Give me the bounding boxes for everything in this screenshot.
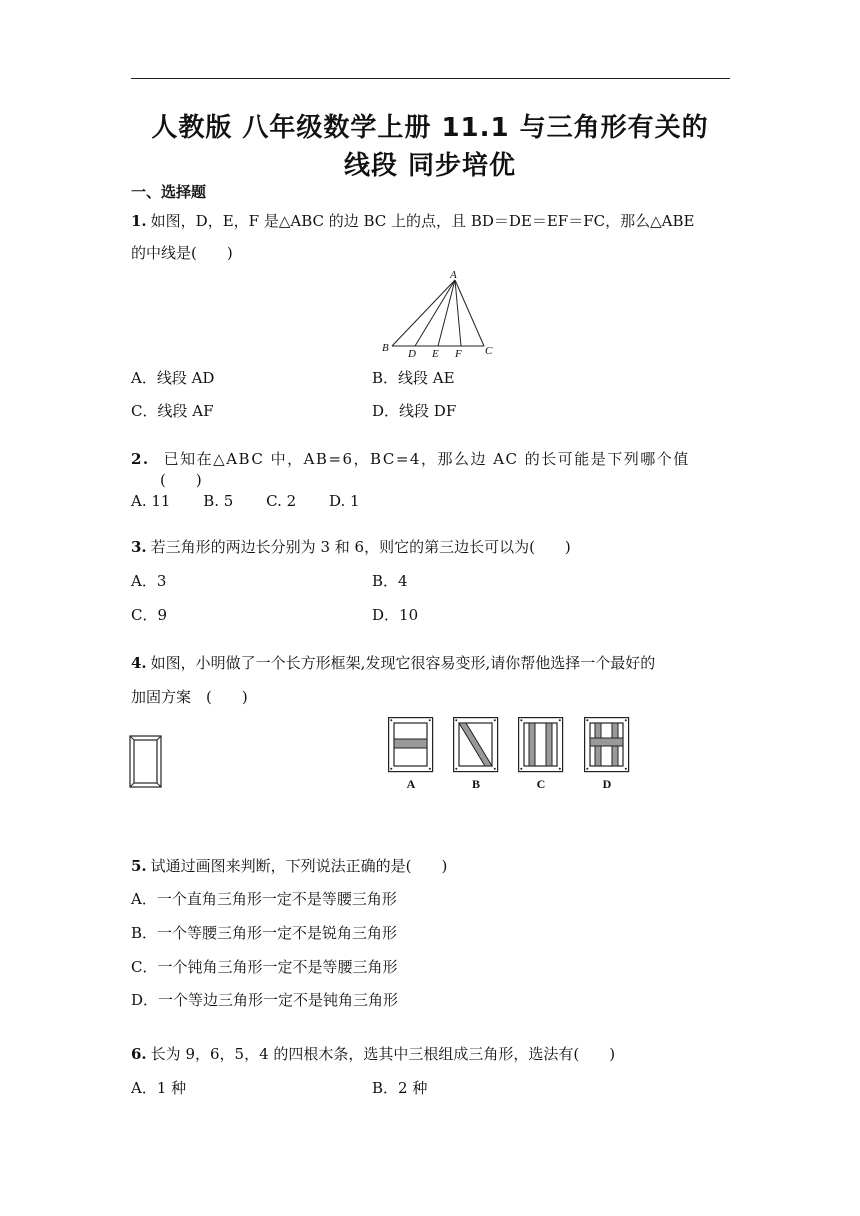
frame-label-b: B — [471, 777, 481, 791]
page-title-line1: 人教版 八年级数学上册 11.1 与三角形有关的 — [151, 113, 709, 143]
question-3-option-d[interactable]: D．10 — [372, 606, 419, 624]
question-1-stem-line2: 的中线是( ) — [131, 244, 233, 262]
question-number: 5. — [131, 857, 147, 875]
frame-label-c: C — [536, 777, 546, 791]
question-4-reinforcement-options-figure — [386, 716, 634, 794]
figure-label-e: E — [432, 348, 439, 360]
page-title-line2: 线段 同步培优 — [343, 151, 517, 181]
question-5-option-a[interactable]: A．一个直角三角形一定不是等腰三角形 — [131, 890, 397, 908]
question-6-option-a[interactable]: A．1 种 — [131, 1079, 187, 1097]
frame-option-d[interactable] — [585, 718, 629, 772]
figure-label-a: A — [450, 269, 457, 281]
question-4-plain-frame-figure — [129, 735, 163, 789]
question-number: 4. — [131, 654, 147, 672]
question-number: 3. — [131, 538, 147, 556]
question-2-option-b[interactable]: B. 5 — [203, 492, 234, 510]
question-text: 试通过画图来判断，下列说法正确的是( ) — [150, 857, 448, 875]
question-5-option-c[interactable]: C．一个钝角三角形一定不是等腰三角形 — [131, 958, 398, 976]
question-1-option-a[interactable]: A．线段 AD — [131, 369, 215, 387]
question-2-options — [131, 491, 388, 511]
question-text: 如图，D，E，F 是△ABC 的边 BC 上的点，且 BD＝DE＝EF＝FC，那么△ABE — [150, 212, 695, 230]
figure-label-c: C — [485, 345, 493, 357]
question-text: 长为 9，6，5，4 的四根木条，选其中三根组成三角形，选法有( ) — [150, 1045, 616, 1063]
frame-option-b[interactable] — [454, 718, 498, 772]
question-1-stem — [131, 211, 694, 231]
question-3-stem — [131, 537, 571, 557]
figure-label-f: F — [455, 348, 462, 360]
frame-option-a[interactable] — [389, 718, 433, 772]
question-number: 1. — [131, 212, 147, 230]
question-2-option-d[interactable]: D. 1 — [328, 492, 360, 510]
question-3-option-b[interactable]: B．4 — [372, 572, 408, 590]
question-5-option-b[interactable]: B．一个等腰三角形一定不是锐角三角形 — [131, 924, 398, 942]
question-number: 2. — [131, 450, 150, 468]
question-1-option-c[interactable]: C．线段 AF — [131, 402, 214, 420]
frame-label-d: D — [602, 777, 612, 791]
question-5-option-d[interactable]: D．一个等边三角形一定不是钝角三角形 — [131, 991, 399, 1009]
question-2-stem — [131, 449, 690, 469]
section-heading: 一、选择题 — [131, 183, 207, 201]
frame-label-a: A — [406, 777, 416, 791]
question-3-option-c[interactable]: C．9 — [131, 606, 168, 624]
question-1-triangle-figure — [378, 266, 498, 360]
question-6-stem — [131, 1044, 615, 1064]
frame-option-c[interactable] — [519, 718, 563, 772]
question-text: 已知在△ABC 中，AB=6，BC=4，那么边 AC 的长可能是下列哪个值 — [163, 450, 690, 468]
question-3-option-a[interactable]: A．3 — [131, 572, 167, 590]
question-2-option-a[interactable]: A. 11 — [131, 492, 171, 510]
figure-label-d: D — [408, 348, 416, 360]
header-rule — [131, 78, 730, 79]
question-6-option-b[interactable]: B．2 种 — [372, 1079, 428, 1097]
question-text: 若三角形的两边长分别为 3 和 6，则它的第三边长可以为( ) — [150, 538, 571, 556]
question-2-answer-blank: ( ) — [160, 471, 202, 489]
question-2-option-c[interactable]: C. 2 — [266, 492, 297, 510]
question-1-option-b[interactable]: B．线段 AE — [372, 369, 455, 387]
question-1-option-d[interactable]: D．线段 DF — [372, 402, 457, 420]
question-5-stem — [131, 856, 447, 876]
question-4-stem — [131, 653, 655, 673]
question-text: 如图，小明做了一个长方形框架,发现它很容易变形,请你帮他选择一个最好的 — [150, 654, 656, 672]
question-number: 6. — [131, 1045, 147, 1063]
figure-label-b: B — [382, 342, 389, 354]
question-4-stem-line2: 加固方案 ( ) — [131, 688, 248, 706]
